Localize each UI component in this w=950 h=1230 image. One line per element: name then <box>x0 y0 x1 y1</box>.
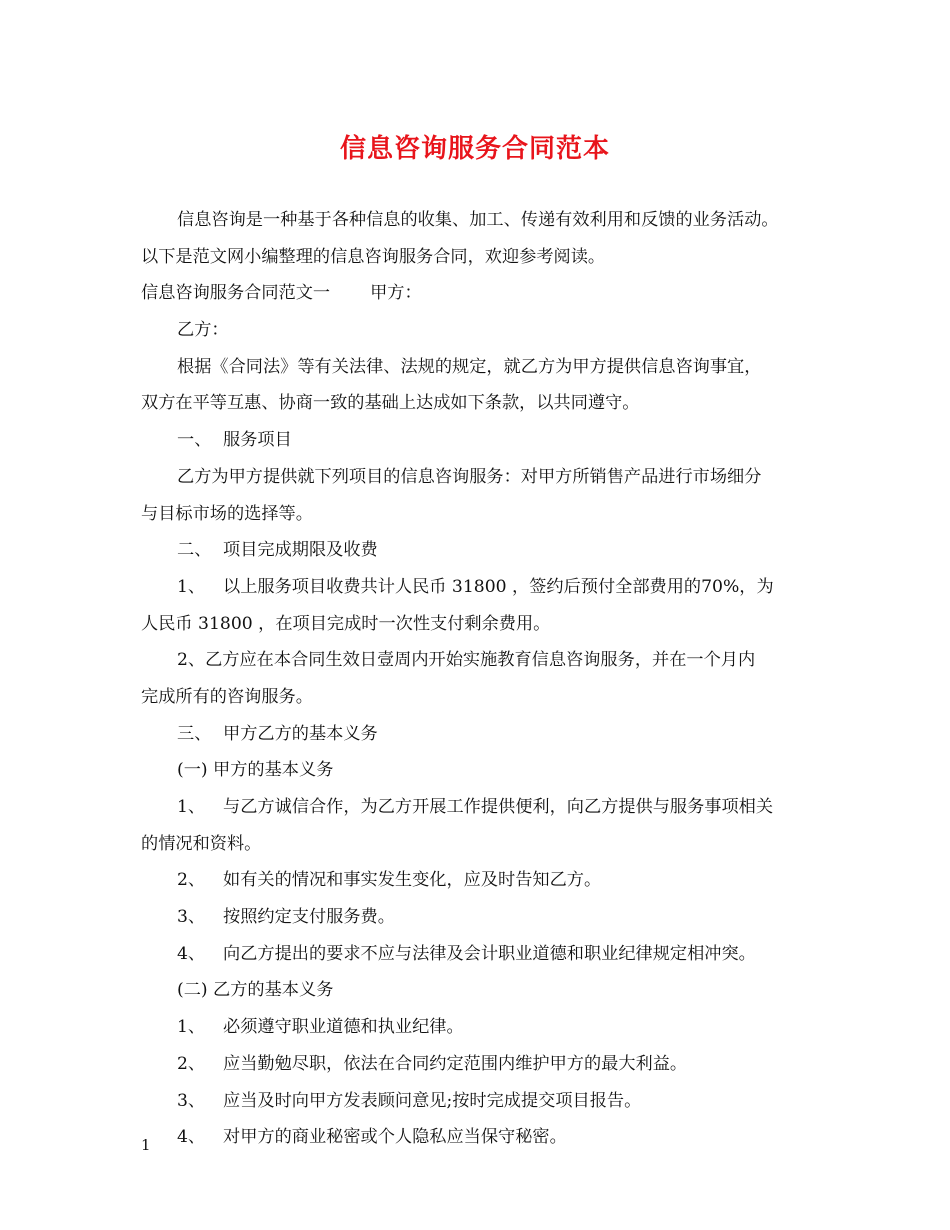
a-item-1-line-2: 的情况和资料。 <box>141 833 262 854</box>
a-item-2-number: 2、 <box>177 870 206 891</box>
b-item-1-number: 1、 <box>177 1017 206 1038</box>
section-1-text-2: 与目标市场的选择等。 <box>141 503 313 524</box>
b-item-1 <box>141 1009 811 1046</box>
party-b-label: 乙方： <box>177 320 229 341</box>
preamble-line-2: 双方在平等互惠、协商一致的基础上达成如下条款，以共同遵守。 <box>141 393 640 414</box>
b-item-1-text: 必须遵守职业道德和执业纪律。 <box>223 1017 464 1038</box>
b-item-3-text: 应当及时向甲方发表顾问意见;按时完成提交项目报告。 <box>223 1090 642 1111</box>
b-item-2-number: 2、 <box>177 1053 206 1074</box>
section-2-item-1-line-2: 人民币 31800 ，在项目完成时一次性支付剩余费用。 <box>141 613 551 634</box>
section-3-heading <box>141 716 811 753</box>
a-item-2-text: 如有关的情况和事实发生变化，应及时告知乙方。 <box>223 870 602 891</box>
b-item-2-text: 应当勤勉尽职，依法在合同约定范围内维护甲方的最大利益。 <box>223 1053 688 1074</box>
section-2-title: 项目完成期限及收费 <box>223 540 378 561</box>
section-1-heading <box>141 422 811 459</box>
a-item-3-text: 按照约定支付服务费。 <box>223 907 395 928</box>
section-3-number: 三、 <box>177 723 212 744</box>
section-2-number: 二、 <box>177 540 212 561</box>
a-item-4-text: 向乙方提出的要求不应与法律及会计职业道德和职业纪律规定相冲突。 <box>223 943 756 964</box>
subsection-a-title: (一) 甲方的基本义务 <box>177 760 334 781</box>
section-2-item-2-line-2: 完成所有的咨询服务。 <box>141 686 313 707</box>
b-item-3-number: 3、 <box>177 1090 206 1111</box>
party-a-label: 甲方： <box>370 283 422 304</box>
section-2-item-1-number: 1、 <box>177 576 206 597</box>
page-number: 1 <box>141 1136 151 1154</box>
preamble-line-1: 根据《合同法》等有关法律、法规的规定，就乙方为甲方提供信息咨询事宜， <box>177 356 762 377</box>
a-item-1-text: 与乙方诚信合作，为乙方开展工作提供便利，向乙方提供与服务事项相关 <box>223 797 774 817</box>
b-item-3 <box>141 1083 811 1120</box>
section-3-title: 甲方乙方的基本义务 <box>223 723 378 744</box>
document-title: 信息咨询服务合同范本 <box>339 134 610 164</box>
section-2-item-1-text: 以上服务项目收费共计人民币 31800 ，签约后预付全部费用的70%，为 <box>223 576 774 597</box>
intro-line-1: 信息咨询是一种基于各种信息的收集、加工、传递有效利用和反馈的业务活动。 <box>177 210 779 230</box>
section-2-item-1-line-1 <box>141 569 811 606</box>
a-item-1-line-1 <box>141 789 811 826</box>
b-item-4 <box>141 1119 811 1156</box>
b-item-4-number: 4、 <box>177 1127 206 1148</box>
section-1-text-1: 乙方为甲方提供就下列项目的信息咨询服务：对甲方所销售产品进行市场细分 <box>177 466 762 487</box>
intro-line-2: 以下是范文网小编整理的信息咨询服务合同，欢迎参考阅读。 <box>141 246 606 267</box>
b-item-4-text: 对甲方的商业秘密或个人隐私应当保守秘密。 <box>223 1127 567 1148</box>
a-item-4 <box>141 936 811 973</box>
section-1-title: 服务项目 <box>223 430 292 451</box>
a-item-3-number: 3、 <box>177 907 206 928</box>
a-item-4-number: 4、 <box>177 943 206 964</box>
section-1-number: 一、 <box>177 430 212 451</box>
section-2-item-2-line-1: 2、乙方应在本合同生效日壹周内开始实施教育信息咨询服务，并在一个月内 <box>177 650 756 671</box>
section-2-heading <box>141 532 811 569</box>
sample-heading-line <box>141 275 811 312</box>
a-item-3 <box>141 899 811 936</box>
sample-heading: 信息咨询服务合同范文一 <box>141 283 331 304</box>
a-item-1-number: 1、 <box>177 797 206 817</box>
b-item-2 <box>141 1046 811 1083</box>
a-item-2 <box>141 862 811 899</box>
document-body <box>141 202 811 1156</box>
subsection-b-title: (二) 乙方的基本义务 <box>177 980 334 1001</box>
